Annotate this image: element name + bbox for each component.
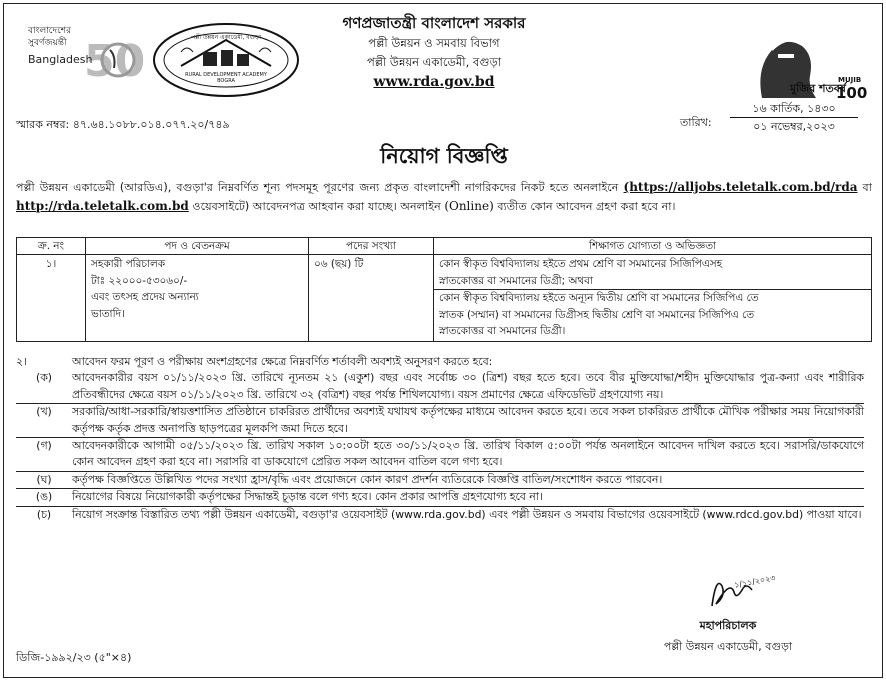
mujib-100-logo <box>732 20 868 110</box>
condition-key: (গ) <box>36 439 52 453</box>
post-line: সহকারী পরিচালক <box>91 258 165 270</box>
post-line: ভাতাদি। <box>91 307 125 320</box>
government-title: গণপ্রজাতন্ত্রী বাংলাদেশ সরকার <box>342 14 526 32</box>
rda-logo-top-text: পল্লী উন্নয়ন একাডেমী, বগুড়া <box>191 34 261 41</box>
date-bangla: ১৬ কার্তিক, ১৪৩০ <box>730 100 858 118</box>
rda-logo-bottom-text: RURAL DEVELOPMENT ACADEMY BOGRA <box>185 72 267 84</box>
mujib-number: 100 <box>836 84 868 102</box>
logo-bangladesh-text: Bangladesh <box>28 53 93 66</box>
qual-line: কোন স্বীকৃত বিশ্ববিদ্যালয় হইতে প্রথম শ্রেণি বা সমমানের সিজিপিএসহ <box>439 258 723 270</box>
notice-title: নিয়োগ বিজ্ঞপ্তি <box>380 144 508 168</box>
rda-teletalk-link[interactable]: http://rda.teletalk.com.bd <box>16 199 189 213</box>
signatory-org: পল্লী উন্নয়ন একাডেমী, বগুড়া <box>663 640 793 653</box>
academy-name: পল্লী উন্নয়ন একাডেমী, বগুড়া <box>366 55 502 69</box>
logo-line-2: সুবর্ণজয়ন্তী <box>28 38 67 48</box>
condition-item <box>16 404 864 438</box>
condition-item <box>16 472 864 489</box>
table-row <box>17 255 872 342</box>
condition-item <box>16 438 864 472</box>
cell-post <box>86 255 309 342</box>
condition-text: আবেদনকারীকে আগামী ০৫/১১/২০২৩ খ্রি. তারিখ সকাল ১০:০০টা হতে ৩০/১১/২০২৩ খ্রি. তারিখ বিকাল ৫:০০টা পর্যন্ত অনলাইনে আবেদন দাখিল করতে হবে। সরাসরি/ডাকযোগে কোন আবেদন গ্রহণ করা হবে না। সরাসরি বা ডাকযোগে প্রেরিত সকল আবেদন বাতিল বলে গণ্য হবে। <box>72 439 864 469</box>
conditions-section <box>16 354 864 523</box>
cell-serial: ১। <box>17 255 86 342</box>
bangladesh-50-logo <box>26 20 146 98</box>
signature-date: ১/১১/২০২৩ <box>733 573 777 590</box>
dg-code: ডিজি-১৯৯২/২৩ (৫"×৪) <box>16 651 132 664</box>
intro-text-3: ওয়েবসাইটে) আবেদনপত্র আহবান করা যাচ্ছে। অনলাইন <box>192 200 441 213</box>
condition-item <box>16 489 864 506</box>
intro-text-1: পল্লী উন্নয়ন একাডেমী (আরডিএ), বগুড়া'র নিম্নবর্ণিত শূন্য পদসমূহ পূরণের জন্য প্রকৃত বাংলাদেশী নাগরিকদের নিকট হতে অনলাইনে <box>16 181 619 194</box>
division-name: পল্লী উন্নয়ন ও সমবায় বিভাগ <box>368 36 500 50</box>
condition-text: সরকারি/আধা-সরকারি/স্বায়ত্তশাসিত প্রতিষ্ঠানে চাকরিরত প্রার্থীদের অবশ্যই যথাযথ কর্তৃপক্ষের মাধ্যমে আবেদন করতে হবে। তবে সকল চাকরিরত প্রার্থীকে মৌখিক পরীক্ষার সময় নিয়োগকারী কর্তৃপক্ষ কর্তৃক প্রদত্ত অনাপত্তি ছাড়পত্রের মূলকপি জমা দিতে হবে। <box>72 405 864 435</box>
qual-line: কোন স্বীকৃত বিশ্ববিদ্যালয় হইতে অন্যূন দ্বিতীয় শ্রেণি বা সমমানের সিজিপিএ তে <box>439 292 759 304</box>
conditions-list <box>16 370 864 523</box>
conditions-number: ২। <box>16 355 27 368</box>
cell-count: ০৬ (ছয়) টি <box>309 255 434 342</box>
memo-number: স্মারক নম্বর: ৪৭.৬৪.১০৮৮.০১৪.০৭৭.২০/৭৪৯ <box>16 118 230 131</box>
condition-text: কর্তৃপক্ষ বিজ্ঞপ্তিতে উল্লিখিত পদের সংখ্যা হ্রাস/বৃদ্ধি এবং প্রয়োজনে কোন কারণ প্রদর্শন ব্যতিরেকে বিজ্ঞপ্তি বাতিল/সংশোধন করতে পারবেন। <box>72 472 663 486</box>
online-word: (Online) <box>444 199 494 213</box>
table-header-row <box>17 238 872 255</box>
condition-text: নিয়োগের বিষয়ে নিয়োগকারী কর্তৃপক্ষের সিদ্ধান্তই চূড়ান্ত বলে গণ্য হবে। কোন প্রকার আপত্তি গ্রহণযোগ্য হবে না। <box>72 490 543 504</box>
condition-key: (ঙ) <box>35 490 53 504</box>
header-serial: ক্র. নং <box>17 238 86 255</box>
date-english: ০১ নভেম্বর,২০২৩ <box>753 120 835 133</box>
header-qualification: শিক্ষাগত যোগ্যতা ও অভিজ্ঞতা <box>434 238 872 255</box>
condition-key: (ঘ) <box>36 472 52 486</box>
alljobs-link[interactable]: (https://alljobs.teletalk.com.bd/rda <box>623 180 858 194</box>
signature-scrawl <box>706 572 777 614</box>
intro-text-4: ব্যতীত কোন আবেদন গ্রহণ করা হবে না। <box>497 200 676 213</box>
website-link[interactable]: www.rda.gov.bd <box>373 74 495 90</box>
date-label: তারিখ: <box>680 116 712 129</box>
condition-text: আবেদনকারীর বয়স ০১/১১/২০২৩ খ্রি. তারিখে ন্যূনতম ২১ (একুশ) বছর এবং সর্বোচ্চ ৩০ (ত্রিশ) বছর হতে হবে। তবে বীর মুক্তিযোদ্ধা/শহীদ মুক্তিযোদ্ধার পুত্র-কন্যা এবং শারীরিক প্রতিবন্ধীদের ক্ষেত্রে বয়স ০১/১১/২০২৩ খ্রি. তারিখে ৩২ (বত্রিশ) বছর পর্যন্ত শিথিলযোগ্য। বয়স প্রমাণের ক্ষেত্রে এফিডেভিট গ্রহণযোগ্য নয়। <box>72 371 864 401</box>
condition-item <box>16 507 864 523</box>
condition-key: (চ) <box>36 507 52 521</box>
posts-table <box>16 237 872 342</box>
logo-line-1: বাংলাদেশের <box>28 26 72 36</box>
qual-line: স্নাতক (সম্মান) বা সমমানের ডিগ্রীসহ দ্বিতীয় শ্রেণি বা সমমানের সিজিপিএ তে <box>439 308 755 321</box>
signatory-title: মহাপরিচালক <box>699 619 757 632</box>
condition-text: নিয়োগ সংক্রান্ত বিস্তারিত তথ্য পল্লী উন্নয়ন একাডেমী, বগুড়া'র ওয়েবসাইট (www.rda.gov.bd) এবং পল্লী উন্নয়ন ও সমবায় বিভাগের ওয়েবসাইটে (www.rdcd.gov.bd) পাওয়া যাবে। <box>72 507 862 521</box>
intro-text-2: বা <box>862 181 873 194</box>
conditions-heading: আবেদন ফরম পূরণ ও পরীক্ষায় অংশগ্রহণের ক্ষেত্রে নিম্নবর্ণিত শর্তাবলী অবশ্যই অনুসরণ করতে হবে: <box>72 355 493 368</box>
conditions-heading-row <box>16 354 864 370</box>
post-line: এবং তৎসহ প্রদেয় অন্যান্য <box>91 291 199 303</box>
qual-line: স্নাতকোত্তর বা সমমানের ডিগ্রী; অথবা <box>439 274 593 287</box>
header <box>304 12 564 93</box>
header-count: পদের সংখ্যা <box>309 238 434 255</box>
post-line: টাঃ ২২০০০-৫৩০৬০/- <box>91 274 188 287</box>
condition-item <box>16 370 864 404</box>
intro-paragraph <box>16 178 872 216</box>
condition-key: (ক) <box>36 371 52 385</box>
mujib-english-text: MUJIB <box>838 76 862 84</box>
mujib-bangla-text: মুজিব শতবর্ষ <box>790 82 846 95</box>
notice-page <box>3 3 883 678</box>
header-post: পদ ও বেতনক্রম <box>86 238 309 255</box>
qual-option-1 <box>434 256 871 290</box>
qual-line: স্নাতকোত্তর বা সমমানের ডিগ্রী। <box>439 325 566 337</box>
condition-key: (খ) <box>36 405 52 419</box>
cell-qualification <box>434 255 872 342</box>
jubilee-number: 50 <box>84 36 146 87</box>
rda-logo <box>151 22 301 98</box>
